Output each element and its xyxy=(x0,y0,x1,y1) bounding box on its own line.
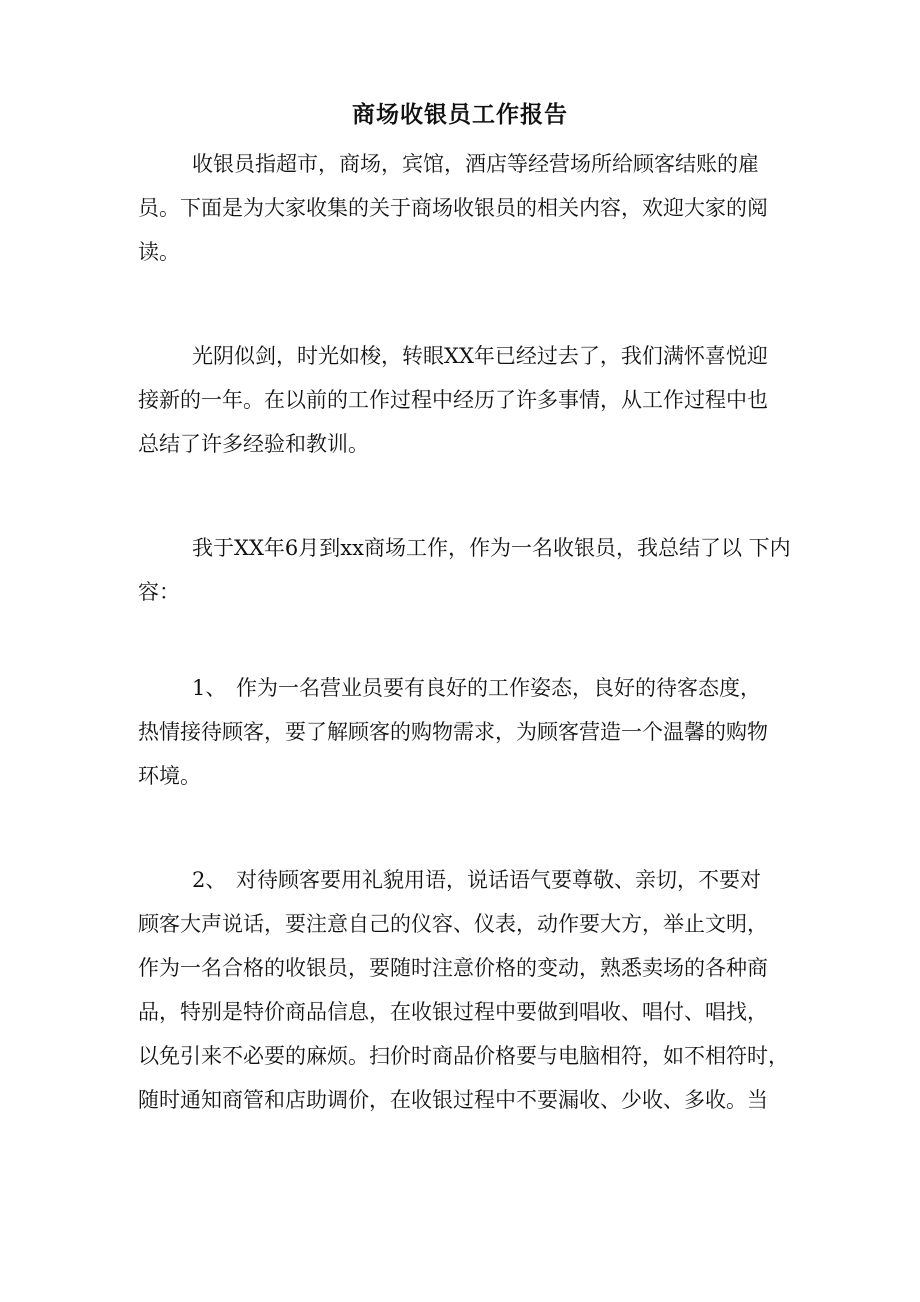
paragraph-line xyxy=(138,858,798,902)
list-item-text: 作为一名营业员要有良好的工作姿态，良好的待客态度， xyxy=(236,676,761,700)
paragraph-line: 光阴似剑，时光如梭，转眼XX年已经过去了，我们满怀喜悦迎 xyxy=(192,344,768,368)
paragraph-line xyxy=(138,666,798,710)
paragraph-line: 读。 xyxy=(138,240,180,264)
list-item-1 xyxy=(138,666,798,798)
list-number: 1、 xyxy=(192,676,227,700)
list-number: 2、 xyxy=(192,868,227,892)
paragraph-line: 员。下面是为大家收集的关于商场收银员的相关内容，欢迎大家的阅 xyxy=(138,196,768,220)
paragraph-line: 以免引来不必要的麻烦。扫价时商品价格要与电脑相符，如不相符时， xyxy=(138,1044,789,1068)
paragraph-line: 收银员指超市，商场，宾馆，酒店等经营场所给顾客结账的雇 xyxy=(192,152,759,176)
paragraph-line: 我于XX年6月到xx商场工作，作为一名收银员，我总结了以 下内 xyxy=(192,536,791,560)
paragraph-line: 环境。 xyxy=(138,764,201,788)
paragraph-line: 随时通知商管和店助调价，在收银过程中不要漏收、少收、多收。当 xyxy=(138,1088,768,1112)
paragraph-line: 顾客大声说话，要注意自己的仪容、仪表，动作要大方，举止文明， xyxy=(138,912,768,936)
paragraph-line: 总结了许多经验和教训。 xyxy=(138,432,369,456)
paragraph-line: 热情接待顾客，要了解顾客的购物需求，为顾客营造一个温馨的购物 xyxy=(138,720,768,744)
paragraph-line: 作为一名合格的收银员，要随时注意价格的变动，熟悉卖场的各种商 xyxy=(138,956,768,980)
document-title: 商场收银员工作报告 xyxy=(352,101,568,128)
paragraph-line: 容： xyxy=(138,580,180,604)
paragraph-intro xyxy=(138,142,798,274)
list-item-2 xyxy=(138,858,798,1122)
paragraph-line: 品，特别是特价商品信息，在收银过程中要做到唱收、唱付、唱找， xyxy=(138,1000,768,1024)
list-item-text: 对待顾客要用礼貌用语，说话语气要尊敬、亲切，不要对 xyxy=(236,868,761,892)
paragraph-summary-intro xyxy=(138,526,798,614)
paragraph-line: 接新的一年。在以前的工作过程中经历了许多事情，从工作过程中也 xyxy=(138,388,768,412)
paragraph-new-year xyxy=(138,334,798,466)
